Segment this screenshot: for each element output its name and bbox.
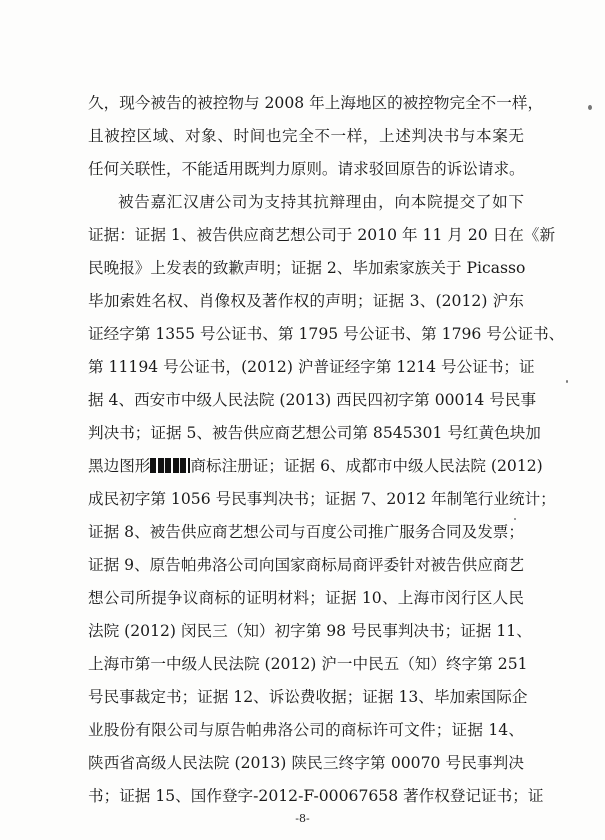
text-line-10: 据 4、西安市中级人民法院 (2013) 西民四初字第 00014 号民事: [88, 391, 537, 409]
text-line-8: 证经字第 1355 号公证书、第 1795 号公证书、第 1796 号公证书、: [88, 325, 565, 343]
text-line-11: 判决书；证据 5、被告供应商艺想公司第 8545301 号红黄色块加: [88, 424, 541, 442]
scan-speck: [566, 380, 568, 383]
text-line-14: 证据 8、被告供应商艺想公司与百度公司推广服务合同及发票；: [88, 523, 524, 541]
scan-speck: [588, 105, 592, 110]
scan-speck: [514, 518, 516, 520]
text-line-19: 号民事裁定书；证据 12、诉讼费收据；证据 13、毕加索国际企: [88, 688, 528, 706]
text-line-22: 书；证据 15、国作登字-2012-F-00067658 著作权登记证书；证: [88, 787, 544, 805]
text-line-16: 想公司所提争议商标的证明材料；证据 10、上海市闵行区人民: [88, 589, 524, 607]
text-line-9: 第 11194 号公证书，(2012) 沪普证经字第 1214 号公证书；证: [88, 358, 535, 376]
text-line-1: 久，现今被告的被控物与 2008 年上海地区的被控物完全不一样，: [88, 94, 544, 112]
text-line-18: 上海市第一中级人民法院 (2012) 沪一中民五（知）终字第 251: [88, 655, 528, 673]
text-line-12-end: 商标注册证；证据 6、成都市中级人民法院 (2012): [190, 457, 543, 475]
redaction-block: [150, 458, 190, 473]
text-line-6: 民晚报》上发表的致歉声明；证据 2、毕加索家族关于 Picasso: [88, 259, 526, 277]
text-line-15: 证据 9、原告帕弗洛公司向国家商标局商评委针对被告供应商艺: [88, 556, 524, 574]
text-line-4: 被告嘉汇汉唐公司为支持其抗辩理由，向本院提交了如下: [118, 193, 524, 211]
page-number: -8-: [295, 812, 310, 825]
text-line-2: 且被控区域、对象、时间也完全不一样，上述判决书与本案无: [88, 127, 524, 145]
text-line-12-start: 黑边图形: [88, 457, 151, 475]
text-line-3: 任何关联性，不能适用既判力原则。请求驳回原告的诉讼请求。: [88, 160, 525, 178]
text-line-21: 陕西省高级人民法院 (2013) 陕民三终字第 00070 号民事判决: [88, 754, 524, 772]
text-line-7: 毕加索姓名权、肖像权及著作权的声明；证据 3、(2012) 沪东: [88, 292, 524, 310]
text-line-20: 业股份有限公司与原告帕弗洛公司的商标许可文件；证据 14、: [88, 721, 524, 739]
text-line-12: [88, 456, 543, 476]
text-line-17: 法院 (2012) 闵民三（知）初字第 98 号民事判决书；证据 11、: [88, 622, 532, 640]
text-line-13: 成民初字第 1056 号民事判决书；证据 7、2012 年制笔行业统计；: [88, 490, 556, 508]
text-line-5: 证据：证据 1、被告供应商艺想公司于 2010 年 11 月 20 日在《新: [88, 226, 556, 244]
